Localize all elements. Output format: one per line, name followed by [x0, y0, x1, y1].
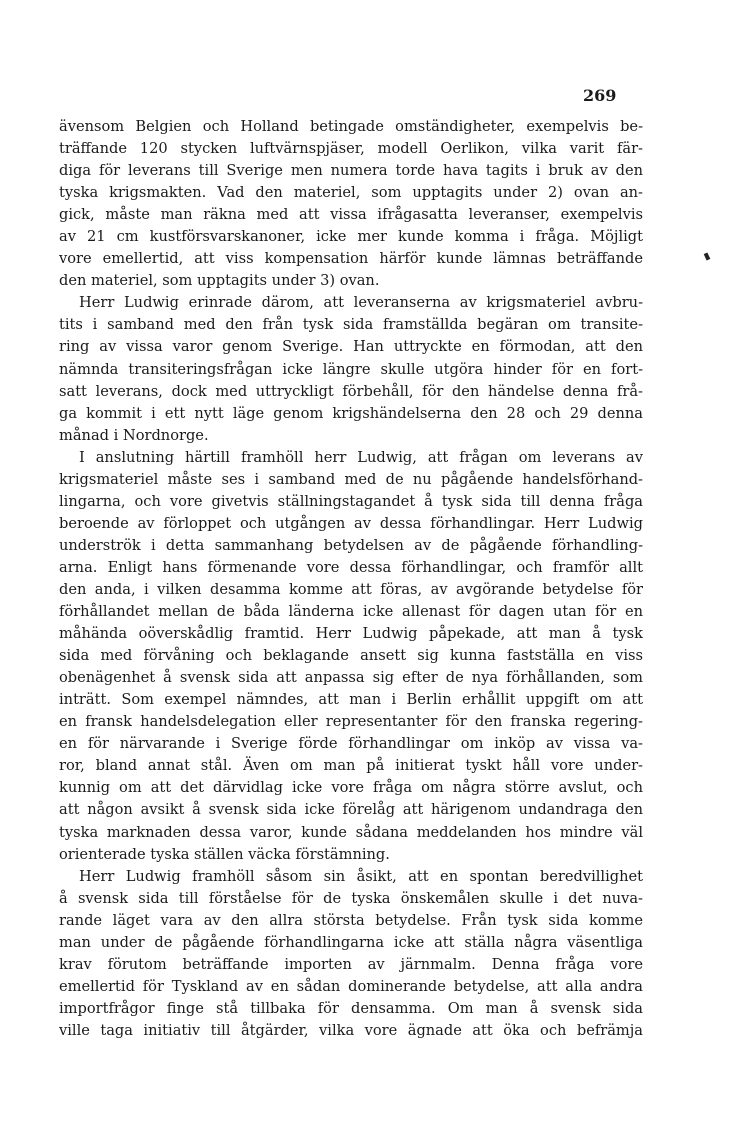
text-line: tyska krigsmakten. Vad den materiel, som upptagits under 2) ovan an- — [59, 184, 643, 202]
document-body — [59, 116, 643, 1042]
text-line: träffande 120 stycken luftvärnspjäser, modell Oerlikon, vilka varit fär- — [59, 140, 643, 158]
text-line: förhållandet mellan de båda länderna icke allenast för dagen utan för en — [59, 603, 643, 621]
text-line: obenägenhet å svensk sida att anpassa sig efter de nya förhållanden, som — [59, 669, 643, 687]
text-line: orienterade tyska ställen väcka förstämning. — [59, 845, 390, 863]
text-line: den anda, i vilken desamma komme att föras, av avgörande betydelse för — [59, 580, 643, 598]
text-line: arna. Enligt hans förmenande vore dessa förhandlingar, och framför allt — [59, 558, 643, 576]
text-line: tyska marknaden dessa varor, kunde sådana meddelanden hos mindre väl — [59, 823, 643, 841]
text-line: ga kommit i ett nytt läge genom krigshändelserna den 28 och 29 denna — [59, 404, 643, 422]
text-line: ävensom Belgien och Holland betingade omständigheter, exempelvis be- — [59, 118, 643, 135]
text-line: att någon avsikt å svensk sida icke förelåg att härigenom undandraga den — [59, 801, 643, 819]
text-line: den materiel, som upptagits under 3) ovan. — [59, 272, 380, 290]
text-line: Herr Ludwig framhöll såsom sin åsikt, att en spontan beredvillighet — [79, 867, 643, 885]
text-line: underströk i detta sammanhang betydelsen av de pågående förhandling- — [59, 536, 643, 554]
text-line: ville taga initiativ till åtgärder, vilka vore ägnade att öka och befrämja — [59, 1021, 643, 1039]
text-line: man under de pågående förhandlingarna icke att ställa några väsentliga — [59, 933, 643, 951]
text-line: beroende av förloppet och utgången av dessa förhandlingar. Herr Ludwig — [59, 514, 643, 532]
text-line: vore emellertid, att viss kompensation härför kunde lämnas beträffande — [59, 250, 643, 268]
page-number: 269 — [583, 86, 617, 105]
text-line: måhända oöverskådlig framtid. Herr Ludwig påpekade, att man å tysk — [59, 625, 643, 643]
text-line: Herr Ludwig erinrade därom, att leveranserna av krigsmateriel avbru- — [79, 294, 643, 312]
text-line: I anslutning härtill framhöll herr Ludwig, att frågan om leverans av — [79, 448, 643, 466]
text-line: importfrågor finge stå tillbaka för densamma. Om man å svensk sida — [59, 999, 643, 1017]
text-line: en fransk handelsdelegation eller representanter för den franska regering- — [59, 713, 643, 731]
text-line: å svensk sida till förståelse för de tyska önskemålen skulle i det nuva- — [59, 889, 643, 907]
text-line: emellertid för Tyskland av en sådan dominerande betydelse, att alla andra — [59, 977, 643, 995]
text-line: sida med förvåning och beklagande ansett sig kunna fastställa en viss — [59, 647, 643, 665]
text-line: gick, måste man räkna med att vissa ifrågasatta leveranser, exempelvis — [59, 206, 643, 224]
text-line: rande läget vara av den allra största betydelse. Från tysk sida komme — [59, 911, 643, 929]
text-line: nämnda transiteringsfrågan icke längre skulle utgöra hinder för en fort- — [59, 360, 643, 378]
text-line: månad i Nordnorge. — [59, 426, 209, 444]
text-line: kunnig om att det därvidlag icke vore fråga om några större avslut, och — [59, 779, 643, 797]
text-line: lingarna, och vore givetvis ställningstagandet å tysk sida till denna fråga — [59, 492, 643, 510]
text-line: en för närvarande i Sverige förde förhandlingar om inköp av vissa va- — [59, 735, 643, 753]
text-line: krigsmateriel måste ses i samband med de nu pågående handelsförhand- — [59, 470, 643, 488]
text-line: ror, bland annat stål. Även om man på initierat tyskt håll vore under- — [59, 757, 643, 775]
margin-mark — [704, 252, 711, 260]
text-line: krav förutom beträffande importen av järnmalm. Denna fråga vore — [59, 955, 643, 973]
text-line: diga för leverans till Sverige men numera torde hava tagits i bruk av den — [59, 162, 643, 180]
text-line: ring av vissa varor genom Sverige. Han uttryckte en förmodan, att den — [59, 338, 643, 356]
text-line: inträtt. Som exempel nämndes, att man i Berlin erhållit uppgift om att — [59, 691, 643, 709]
text-line: satt leverans, dock med uttryckligt förbehåll, för den händelse denna frå- — [59, 382, 643, 400]
text-line: tits i samband med den från tysk sida framställda begäran om transite- — [59, 316, 643, 334]
text-line: av 21 cm kustförsvarskanoner, icke mer kunde komma i fråga. Möjligt — [59, 228, 643, 246]
